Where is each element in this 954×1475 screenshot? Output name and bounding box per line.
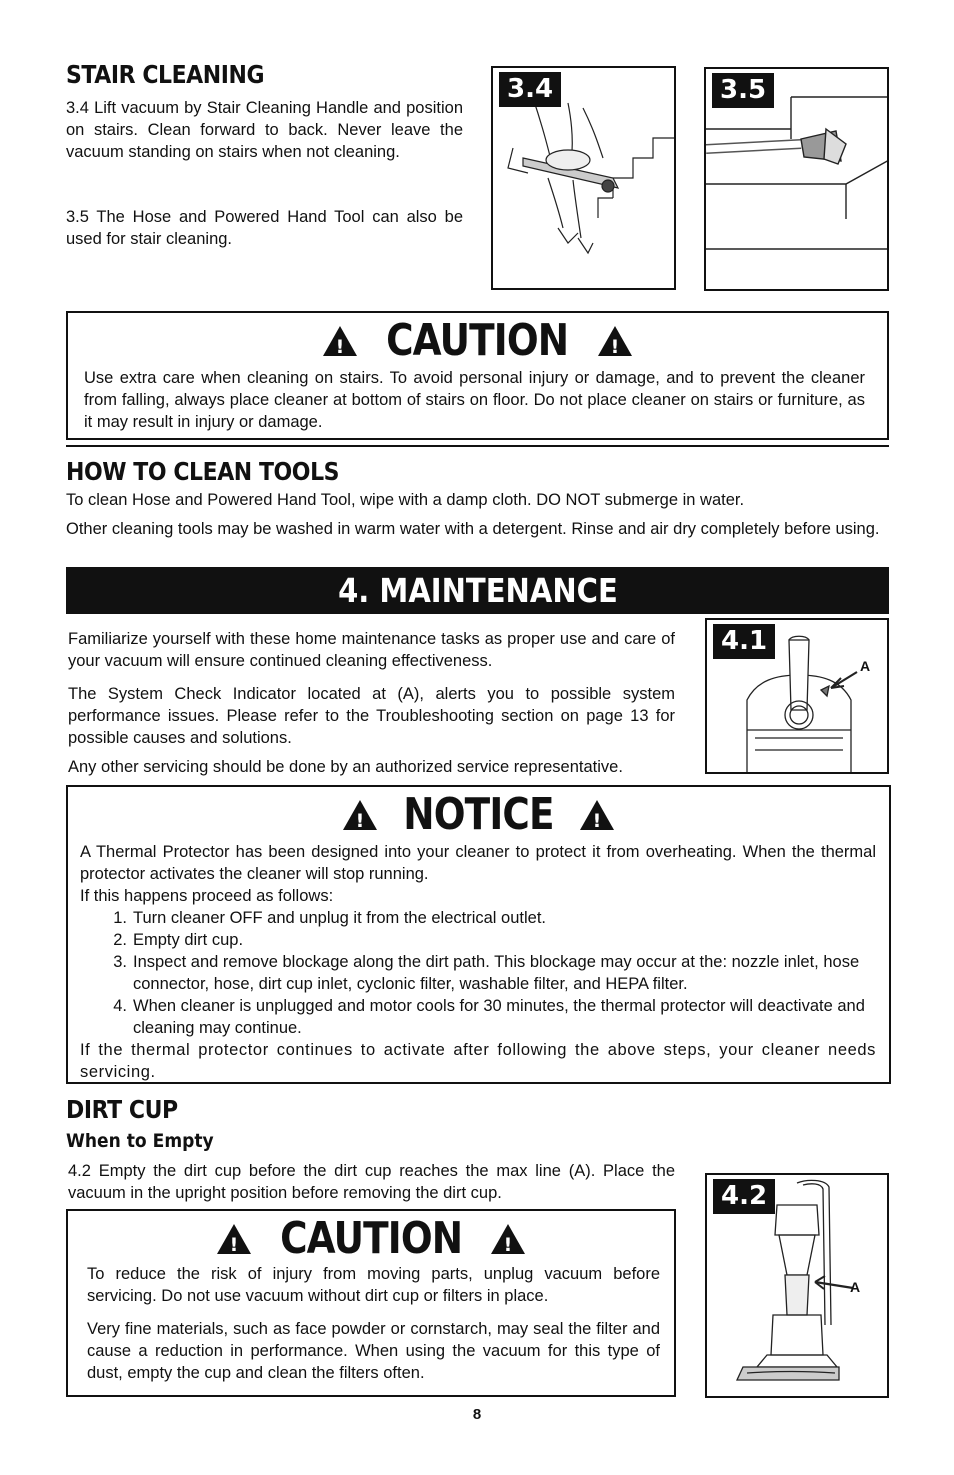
- caution-title-row: [68, 1215, 674, 1263]
- notice-step: [105, 951, 876, 995]
- caution-title: CAUTION: [279, 1213, 463, 1264]
- dirt-cup-para: 4.2 Empty the dirt cup before the dirt cup reaches the max line (A). Place the vacuum in the upright position before removing the dirt cup.: [68, 1162, 675, 1202]
- maintenance-para-1: Familiarize yourself with these home maintenance tasks as proper use and care of your vacuum will ensure continued cleaning effectiveness.: [68, 630, 675, 670]
- caution-title-row: [68, 317, 887, 365]
- svg-text:!: !: [355, 810, 365, 831]
- warning-triangle-icon: [579, 799, 615, 831]
- clean-tools-para-1: To clean Hose and Powered Hand Tool, wipe with a damp cloth. DO NOT submerge in water.: [66, 491, 745, 509]
- figure-4-1: [705, 618, 889, 774]
- step-number: 3.: [113, 953, 127, 971]
- stair-cleaning-heading: STAIR CLEANING: [66, 60, 265, 89]
- notice-title: NOTICE: [403, 789, 554, 840]
- svg-text:!: !: [592, 810, 602, 831]
- svg-text:!: !: [229, 1234, 239, 1255]
- warning-triangle-icon: [490, 1223, 526, 1255]
- caution-text-stairs: Use extra care when cleaning on stairs. To avoid personal injury or damage, and to prevent the cleaner from falling, always place cleaner at bottom of stairs on floor. Do not place cleaner on stairs or furniture, as it may result in injury or damage.: [84, 369, 865, 431]
- caution-box-servicing: [66, 1209, 676, 1397]
- maintenance-banner-text: 4. MAINTENANCE: [337, 571, 618, 610]
- step-text: Empty dirt cup.: [133, 931, 244, 949]
- svg-text:!: !: [503, 1234, 513, 1255]
- figure-4-2: [705, 1173, 889, 1398]
- step-text: Inspect and remove blockage along the dirt path. This blockage may occur at the: nozzle inlet, hose connector, hose, dirt cup inlet, cyclonic filter, washable filter, and HEPA filter.: [133, 953, 860, 993]
- caution-box-stairs: [66, 311, 889, 440]
- section-divider: [66, 445, 889, 447]
- maintenance-para-3: Any other servicing should be done by an authorized service representative.: [68, 758, 623, 776]
- dirt-cup-heading: DIRT CUP: [66, 1095, 178, 1124]
- stair-cleaning-para-1: 3.4 Lift vacuum by Stair Cleaning Handle and position on stairs. Clean forward to back. Never leave the vacuum standing on stairs when not cleaning.: [66, 99, 463, 161]
- figure-label-4-1: 4.1: [713, 624, 775, 659]
- maintenance-para-2: The System Check Indicator located at (A), alerts you to possible system performance issues. Please refer to the Troubleshooting section on page 13 for possible causes and solutions.: [68, 685, 675, 747]
- page-number: 8: [472, 1406, 482, 1423]
- warning-triangle-icon: [342, 799, 378, 831]
- step-text: When cleaner is unplugged and motor cools for 30 minutes, the thermal protector will deactivate and cleaning may continue.: [133, 997, 865, 1037]
- caution-text-servicing: To reduce the risk of injury from moving parts, unplug vacuum before servicing. Do not use vacuum without dirt cup or filters in place.: [87, 1265, 660, 1305]
- dirt-cup-subheading: When to Empty: [66, 1130, 214, 1152]
- notice-content: [80, 841, 876, 1083]
- stair-cleaning-para-2: 3.5 The Hose and Powered Hand Tool can also be used for stair cleaning.: [66, 208, 463, 248]
- step-number: 1.: [113, 909, 127, 927]
- notice-lead: If this happens proceed as follows:: [80, 887, 334, 905]
- notice-step: [105, 995, 876, 1039]
- figure-3-5: [704, 67, 889, 291]
- notice-intro: A Thermal Protector has been designed into your cleaner to protect it from overheating. When the thermal protector activates the cleaner will stop running.: [80, 843, 876, 883]
- callout-a: A: [850, 1279, 861, 1295]
- notice-step: [105, 929, 876, 951]
- figure-label-3-4: 3.4: [499, 72, 561, 107]
- figure-3-4: [491, 66, 676, 290]
- notice-box: [66, 785, 891, 1084]
- maintenance-banner: [66, 567, 889, 614]
- step-number: 2.: [113, 931, 127, 949]
- warning-triangle-icon: [216, 1223, 252, 1255]
- warning-triangle-icon: [322, 325, 358, 357]
- step-text: Turn cleaner OFF and unplug it from the electrical outlet.: [133, 909, 546, 927]
- caution-text-fine-materials: Very fine materials, such as face powder or cornstarch, may seal the filter and cause a reduction in performance. When using the vacuum for this type of dust, empty the cup and clean the filters often.: [87, 1320, 660, 1382]
- clean-tools-para-2: Other cleaning tools may be washed in warm water with a detergent. Rinse and air dry completely before using.: [66, 520, 880, 538]
- warning-triangle-icon: [597, 325, 633, 357]
- svg-text:!: !: [610, 336, 620, 357]
- notice-steps: [105, 907, 876, 1039]
- svg-text:!: !: [335, 336, 345, 357]
- callout-a: A: [860, 658, 871, 674]
- figure-label-3-5: 3.5: [712, 73, 774, 108]
- step-number: 4.: [113, 997, 127, 1015]
- clean-tools-heading: HOW TO CLEAN TOOLS: [66, 457, 340, 486]
- notice-title-row: [68, 791, 889, 839]
- notice-step: [105, 907, 876, 929]
- caution-title: CAUTION: [386, 315, 569, 366]
- notice-outro: If the thermal protector continues to activate after following the above steps, your cleaner needs servicing.: [80, 1041, 876, 1081]
- figure-label-4-2: 4.2: [713, 1179, 775, 1214]
